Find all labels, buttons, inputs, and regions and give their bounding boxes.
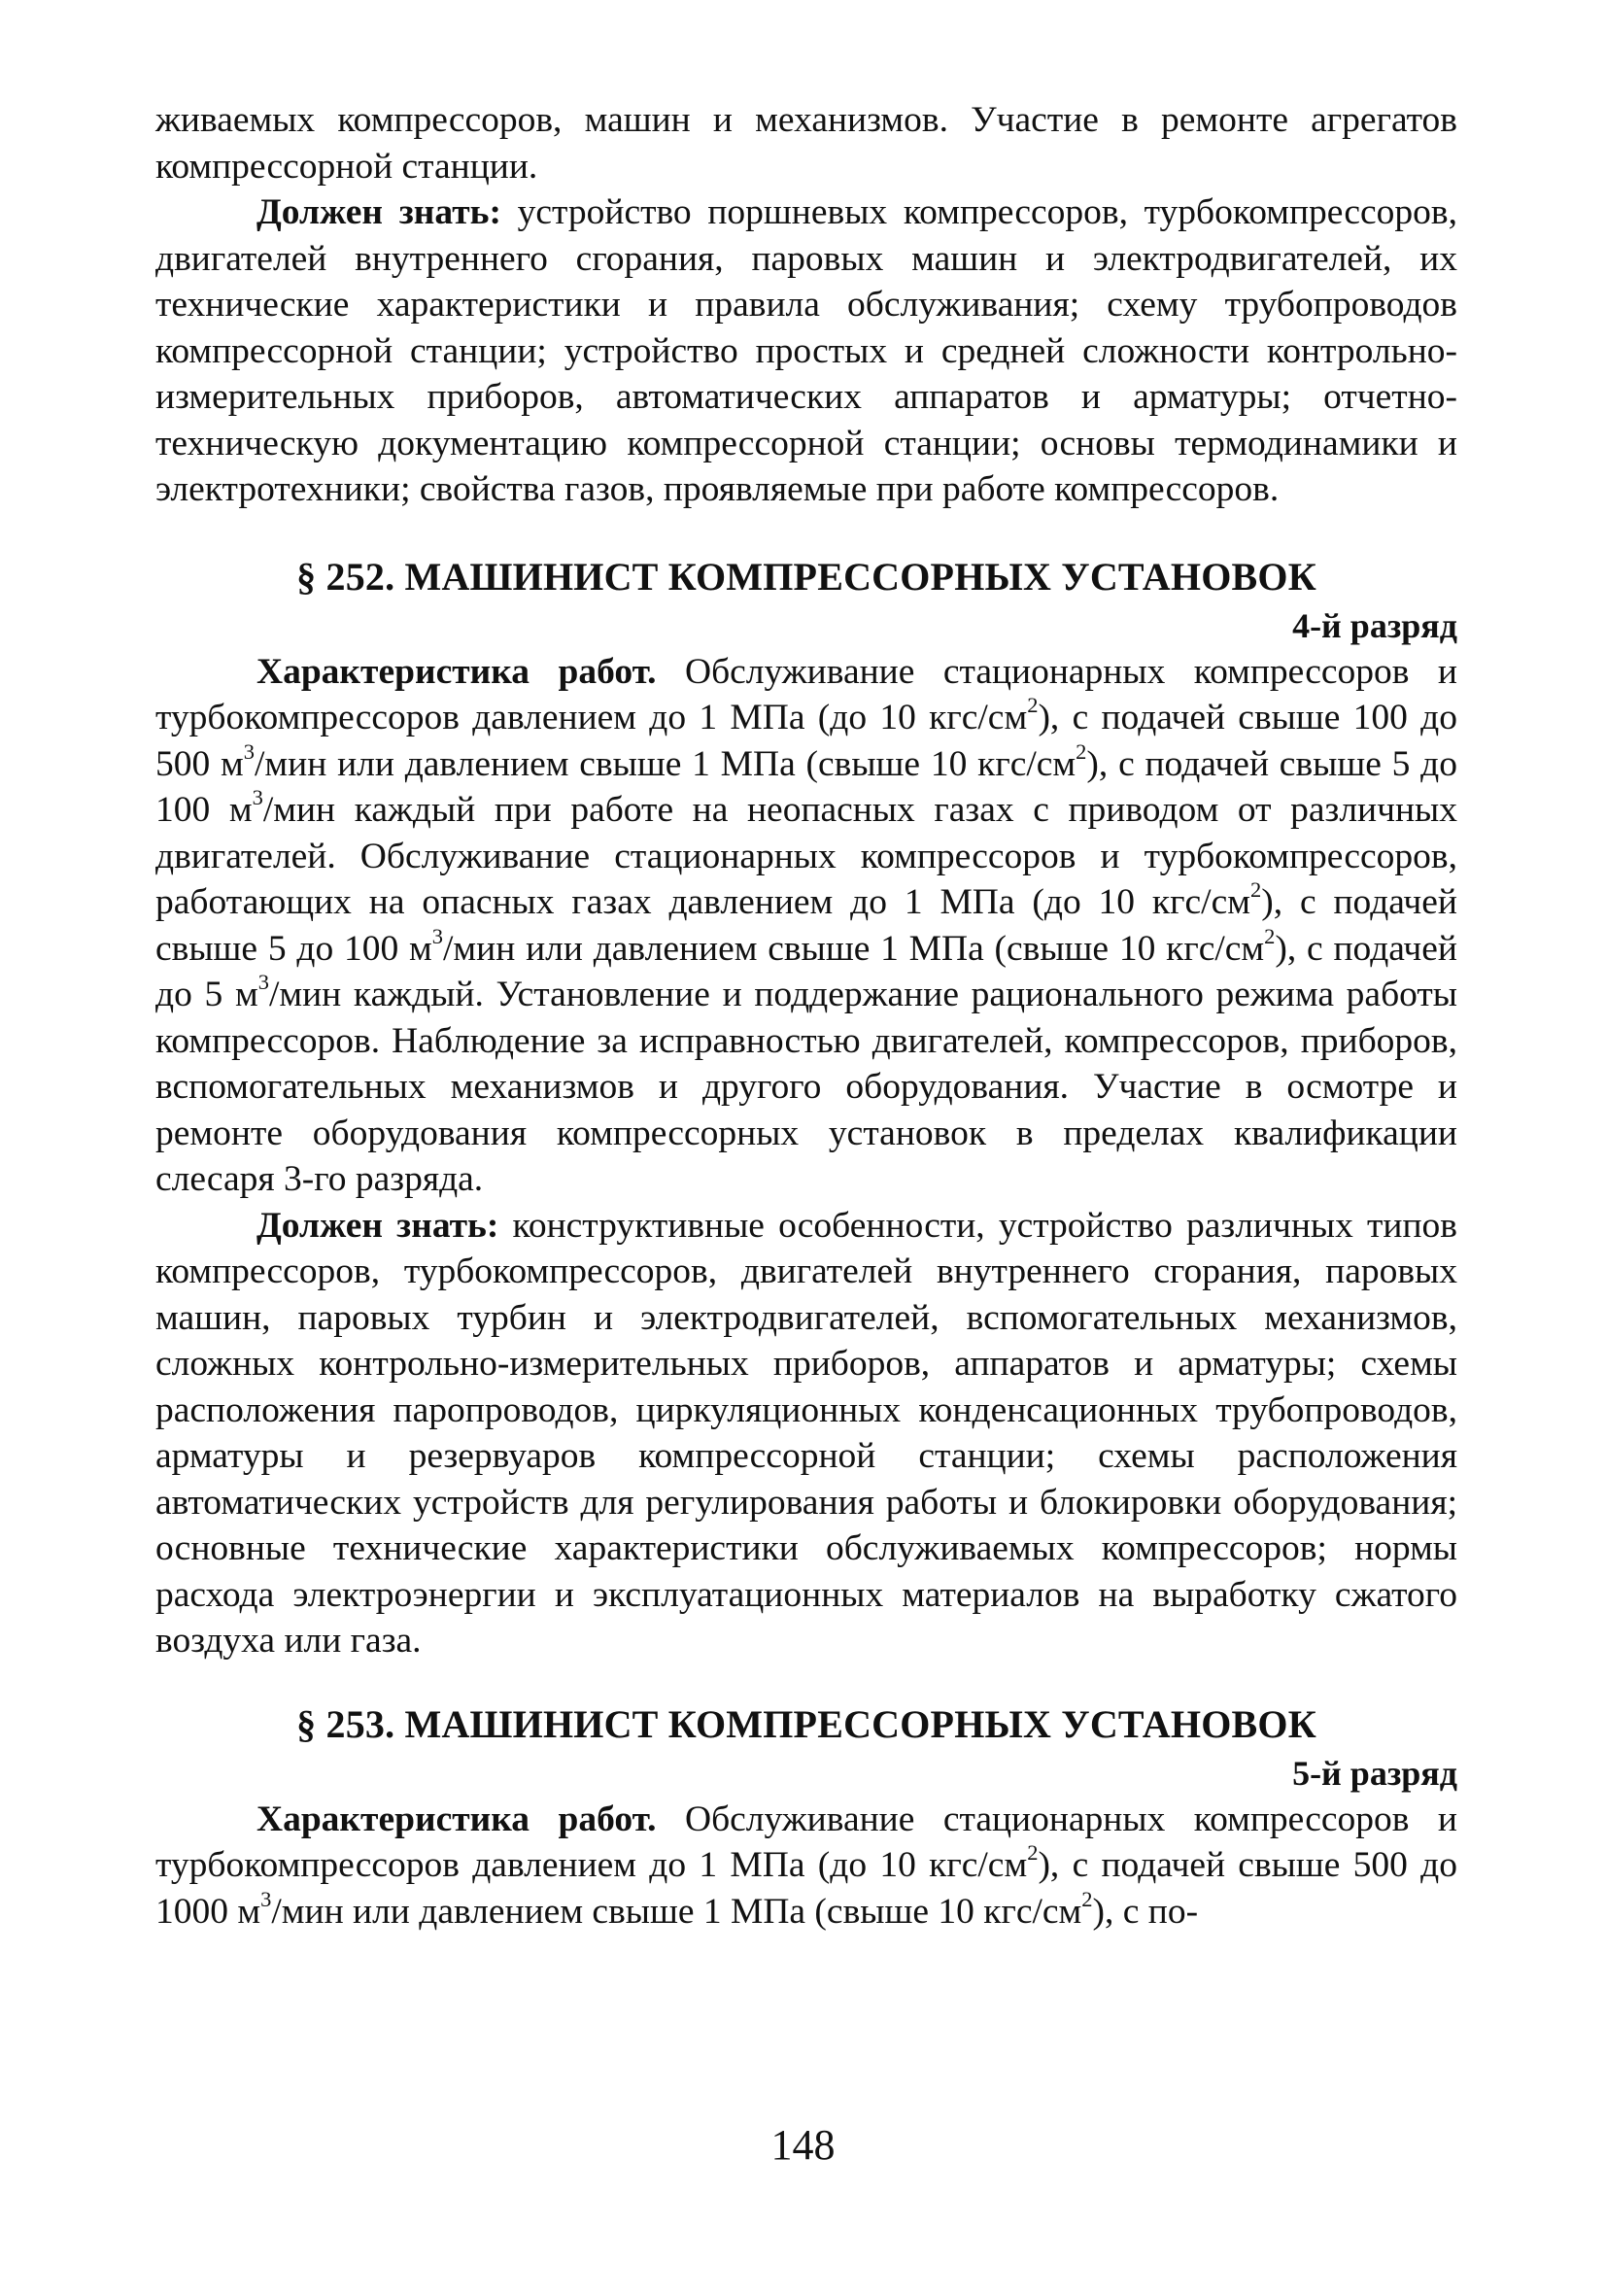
superscript: 2 (1249, 877, 1262, 903)
section-252-knowledge-paragraph (155, 1203, 1457, 1664)
superscript: 3 (243, 738, 256, 764)
section-252-work-paragraph (155, 649, 1457, 1203)
superscript: 2 (1076, 738, 1087, 764)
section-252-heading: § 252. МАШИНИСТ КОМПРЕССОРНЫХ УСТАНОВОК (296, 554, 1316, 599)
superscript: 2 (1027, 693, 1039, 718)
knowledge-lead: Должен знать: (256, 192, 501, 232)
work-text: ), с подачей до 5 м (155, 928, 1457, 1014)
section-252-grade: 4-й разряд (1292, 605, 1457, 645)
superscript: 2 (1081, 1886, 1093, 1911)
page-number: 148 (770, 2121, 836, 2169)
work-text: /мин или давлением свыше 1 МПа (свыше 10 кгс/см (255, 743, 1076, 784)
knowledge-text: конструктивные особенности, устройство различных типов компрессоров, турбокомпрессоров, двигателей внутреннего сгорания, паровых машин, паровых турбин и электродвигателей, вспомогательных механизмов, сложных контрольно-измерительных приборов, аппаратов и арматуры; схемы расположения паропроводов, циркуляционных конденсационных трубопроводов, арматуры и резервуаров компрессорной станции; схемы расположения автоматических устройств для регулирования работы и блокировки оборудования; основные технические характеристики обслуживаемых компрессоров; нормы расхода электроэнергии и эксплуатационных материалов на выработку сжатого воздуха или газа. (155, 1205, 1457, 1661)
section-253-work-paragraph (155, 1797, 1457, 1936)
work-text: ), с по- (1092, 1891, 1199, 1932)
work-text: /мин каждый при работе на неопасных газах с приводом от различных двигателей. Обслуживание стационарных компрессоров и турбокомпрессоров, работающих на опасных газах давлением до 1 МПа (до 10 кгс/см (155, 790, 1458, 922)
superscript: 3 (431, 923, 443, 948)
knowledge-text: устройство поршневых компрессоров, турбокомпрессоров, двигателей внутреннего сгорания, паровых машин и электродвигателей, их технические характеристики и правила обслуживания; схему трубопроводов компрессорной станции; устройство простых и средней сложности контрольно-измерительных приборов, автоматических аппаратов и арматуры; отчетно-техническую документацию компрессорной станции; основы термодинамики и электротехники; свойства газов, проявляемые при работе компрессоров. (155, 192, 1457, 509)
work-text: /мин или давлением свыше 1 МПа (свыше 10 кгс/см (271, 1891, 1082, 1932)
work-text: Обслуживание стационарных компрессоров и турбокомпрессоров давлением до 1 МПа (до 10 кгс/см (155, 1799, 1457, 1885)
work-text: /мин каждый. Установление и поддержание рационального режима работы компрессоров. Наблюдение за исправностью двигателей, компрессоров, приборов, вспомогательных механизмов и другого оборудования. Участие в осмотре и ремонте оборудования компрессорных установок в пределах квалификации слесаря 3-го разряда. (155, 975, 1458, 1199)
section-253-grade: 5-й разряд (1292, 1753, 1457, 1793)
work-text: /мин или давлением свыше 1 МПа (свыше 10 кгс/см (443, 928, 1265, 969)
intro-knowledge-paragraph (155, 189, 1457, 513)
intro-continuation: живаемых компрессоров, машин и механизмов. Участие в ремонте агрегатов компрессорной станции. (155, 100, 1457, 187)
work-lead: Характеристика работ. (256, 651, 657, 692)
superscript: 3 (252, 785, 263, 810)
superscript: 2 (1027, 1840, 1039, 1866)
superscript: 3 (257, 970, 269, 995)
work-text: ), с подачей свыше 5 до 100 м (155, 882, 1457, 969)
work-text: ), с подачей свыше 500 до 1000 м (155, 1845, 1457, 1932)
work-text: ), с подачей свыше 5 до 100 м (155, 743, 1458, 830)
knowledge-lead: Должен знать: (256, 1205, 499, 1246)
section-253-heading: § 253. МАШИНИСТ КОМПРЕССОРНЫХ УСТАНОВОК (296, 1701, 1316, 1746)
work-lead: Характеристика работ. (256, 1799, 657, 1839)
superscript: 2 (1264, 923, 1276, 948)
document-page (155, 97, 1457, 1935)
superscript: 3 (260, 1886, 272, 1911)
work-text: Обслуживание стационарных компрессоров и турбокомпрессоров давлением до 1 МПа (до 10 кгс/см (155, 651, 1457, 737)
work-text: ), с подачей свыше 100 до 500 м (155, 698, 1457, 784)
